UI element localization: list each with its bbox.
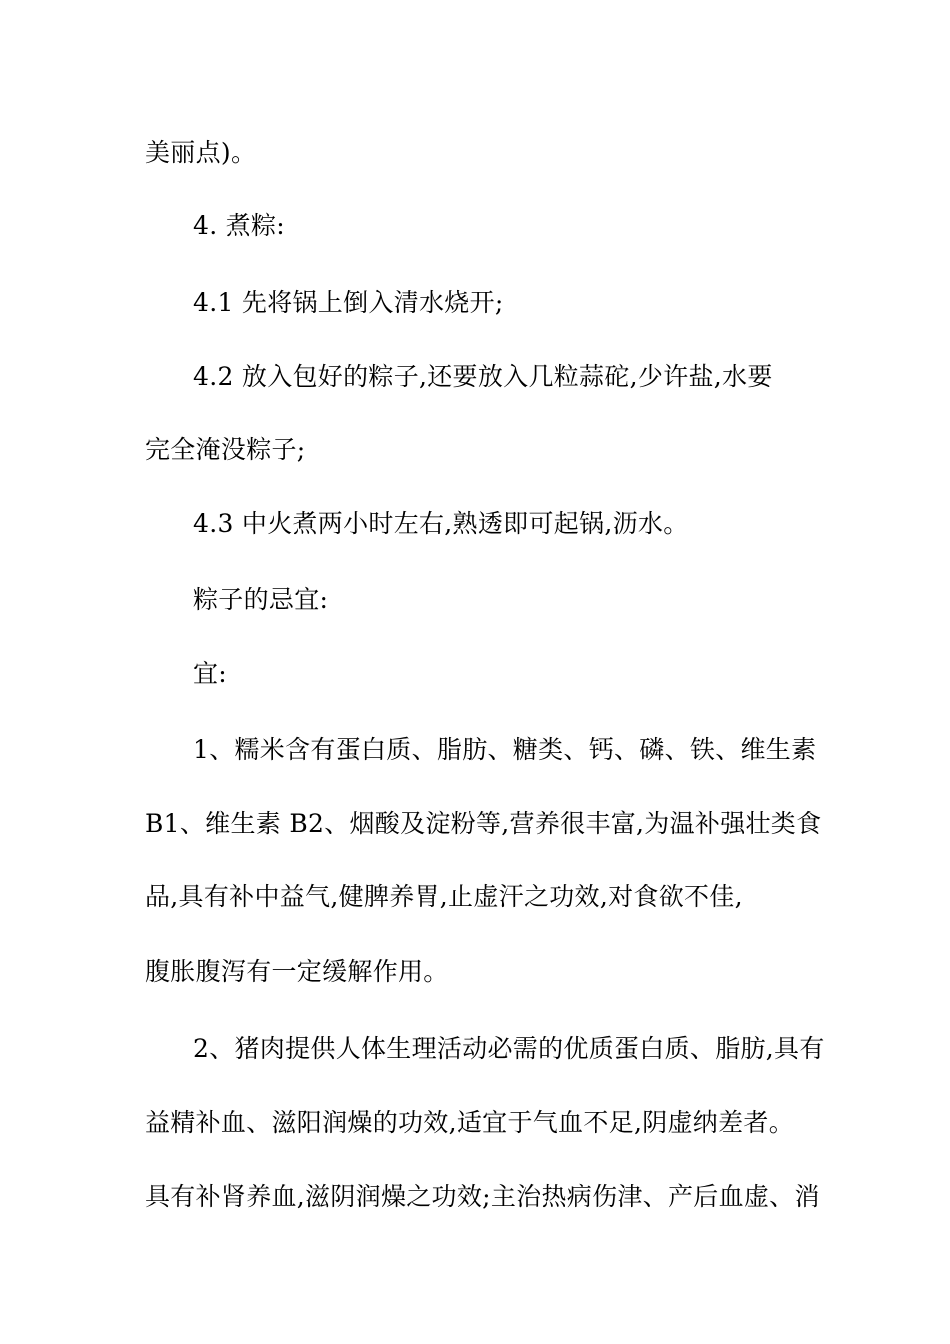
section-heading-dos-donts: 粽子的忌宜: (193, 585, 329, 614)
heading-boil-zongzi: 4. 煮粽: (193, 211, 286, 240)
item-1-line1: 1、糯米含有蛋白质、脂肪、糖类、钙、磷、铁、维生素 (193, 735, 817, 764)
step-4-2-line2: 完全淹没粽子; (145, 435, 306, 464)
item-2-line1: 2、猪肉提供人体生理活动必需的优质蛋白质、脂肪,具有 (193, 1034, 825, 1063)
subheading-suitable: 宜: (193, 659, 228, 688)
item-1-line2: B1、维生素 B2、烟酸及淀粉等,营养很丰富,为温补强壮类食 (145, 809, 822, 838)
step-4-1: 4.1 先将锅上倒入清水烧开; (193, 288, 504, 317)
item-2-line2: 益精补血、滋阳润燥的功效,适宜于气血不足,阴虚纳差者。 (145, 1108, 794, 1137)
item-1-line4: 腹胀腹泻有一定缓解作用。 (145, 957, 449, 986)
step-4-2-line1: 4.2 放入包好的粽子,还要放入几粒蒜砣,少许盐,水要 (193, 362, 773, 391)
step-4-3: 4.3 中火煮两小时左右,熟透即可起锅,沥水。 (193, 509, 689, 538)
item-2-line3: 具有补肾养血,滋阴润燥之功效;主治热病伤津、产后血虚、消 (145, 1182, 820, 1211)
text-line-continuation: 美丽点)。 (145, 138, 257, 167)
item-1-line3: 品,具有补中益气,健脾养胃,止虚汗之功效,对食欲不佳, (145, 882, 743, 911)
